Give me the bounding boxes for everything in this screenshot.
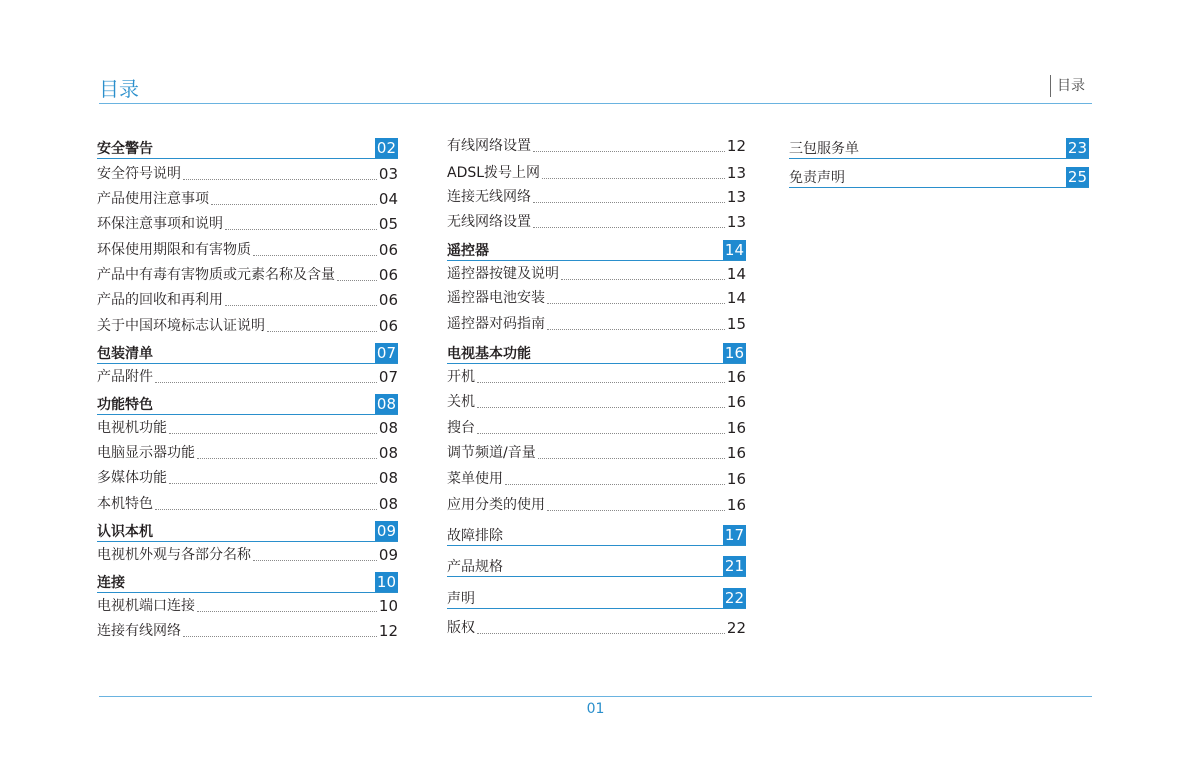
section-page-badge: 16 — [724, 344, 744, 362]
toc-entry-page: 16 — [726, 496, 746, 514]
dot-leader — [155, 381, 377, 383]
toc-entry[interactable] — [447, 369, 746, 386]
toc-section-entry[interactable] — [97, 138, 398, 159]
toc-entry-label: 应用分类的使用 — [447, 497, 545, 513]
toc-entry[interactable] — [97, 166, 398, 183]
toc-entry-page: 12 — [726, 137, 746, 155]
toc-entry-page: 08 — [378, 419, 398, 437]
toc-entry[interactable] — [97, 496, 398, 513]
toc-entry-page: 08 — [378, 495, 398, 513]
dot-leader — [491, 256, 721, 257]
toc-entry-label: 产品附件 — [97, 369, 153, 385]
toc-entry-label: 产品使用注意事项 — [97, 191, 209, 207]
dot-leader — [542, 177, 725, 179]
header-divider — [99, 103, 1092, 104]
dot-leader — [155, 154, 373, 155]
toc-entry-label: 连接无线网络 — [447, 189, 531, 205]
toc-entry[interactable] — [447, 189, 746, 206]
toc-entry[interactable] — [97, 318, 398, 335]
section-page-badge: 23 — [1067, 139, 1087, 157]
toc-entry[interactable] — [97, 267, 398, 284]
dot-leader — [861, 154, 1064, 155]
toc-entry-page: 14 — [726, 265, 746, 283]
section-page-badge: 22 — [724, 589, 744, 607]
toc-entry-page: 06 — [378, 266, 398, 284]
toc-entry-page: 09 — [378, 546, 398, 564]
toc-entry[interactable] — [447, 394, 746, 411]
toc-entry-page: 16 — [726, 444, 746, 462]
toc-section-entry[interactable] — [447, 525, 746, 546]
toc-entry-label: 多媒体功能 — [97, 470, 167, 486]
toc-entry[interactable] — [97, 623, 398, 640]
toc-entry-label: 连接有线网络 — [97, 623, 181, 639]
toc-entry[interactable] — [97, 216, 398, 233]
toc-entry-page: 04 — [378, 190, 398, 208]
toc-entry-label: 本机特色 — [97, 496, 153, 512]
toc-entry[interactable] — [447, 420, 746, 437]
dot-leader — [477, 432, 725, 434]
toc-entry-page: 05 — [378, 215, 398, 233]
toc-section-entry[interactable] — [97, 521, 398, 542]
section-page-badge: 21 — [724, 557, 744, 575]
section-page-badge: 10 — [376, 573, 396, 591]
dot-leader — [197, 457, 377, 459]
toc-section-entry[interactable] — [447, 556, 746, 577]
dot-leader — [533, 226, 725, 228]
toc-entry-label: 有线网络设置 — [447, 138, 531, 154]
dot-leader — [155, 508, 377, 510]
dot-leader — [183, 635, 377, 637]
toc-entry-label: 开机 — [447, 369, 475, 385]
toc-entry-label: 认识本机 — [97, 524, 153, 540]
toc-entry-page: 13 — [726, 188, 746, 206]
toc-entry-label: ADSL拨号上网 — [447, 165, 541, 181]
toc-entry[interactable] — [97, 369, 398, 386]
page-title: 目录 — [99, 77, 139, 101]
toc-entry-page: 08 — [378, 444, 398, 462]
dot-leader — [547, 302, 725, 304]
dot-leader — [561, 278, 725, 280]
dot-leader — [847, 183, 1064, 184]
toc-entry-label: 电视机外观与各部分名称 — [97, 547, 251, 563]
dot-leader — [533, 201, 725, 203]
toc-entry-label: 三包服务单 — [789, 141, 859, 157]
dot-leader — [211, 203, 377, 205]
toc-entry-label: 电视基本功能 — [447, 346, 531, 362]
dot-leader — [477, 604, 721, 605]
section-page-badge: 25 — [1067, 168, 1087, 186]
dot-leader — [547, 509, 725, 511]
toc-entry-label: 安全符号说明 — [97, 166, 181, 182]
toc-section-entry[interactable] — [447, 588, 746, 609]
toc-entry-page: 06 — [378, 291, 398, 309]
toc-entry-label: 电视机端口连接 — [97, 598, 195, 614]
toc-section-entry[interactable] — [447, 343, 746, 364]
toc-entry-page: 16 — [726, 393, 746, 411]
toc-entry-label: 免责声明 — [789, 170, 845, 186]
dot-leader — [533, 150, 725, 152]
page-number: 01 — [586, 701, 605, 717]
toc-section-entry[interactable] — [789, 138, 1089, 159]
toc-entry-label: 产品的回收和再利用 — [97, 292, 223, 308]
dot-leader — [183, 178, 377, 180]
toc-entry-label: 电视机功能 — [97, 420, 167, 436]
toc-entry-page: 15 — [726, 315, 746, 333]
section-page-badge: 17 — [724, 526, 744, 544]
toc-entry[interactable] — [97, 242, 398, 259]
toc-entry[interactable] — [447, 316, 746, 333]
dot-leader — [505, 572, 721, 573]
dot-leader — [155, 410, 373, 411]
dot-leader — [253, 254, 377, 256]
toc-entry-label: 声明 — [447, 591, 475, 607]
toc-entry-label: 包装清单 — [97, 346, 153, 362]
toc-entry[interactable] — [447, 471, 746, 488]
toc-entry-label: 遥控器电池安装 — [447, 290, 545, 306]
dot-leader — [253, 559, 377, 561]
toc-section-entry[interactable] — [97, 572, 398, 593]
toc-entry[interactable] — [447, 290, 746, 307]
dot-leader — [225, 228, 377, 230]
toc-entry[interactable] — [97, 470, 398, 487]
toc-entry-label: 菜单使用 — [447, 471, 503, 487]
toc-entry[interactable] — [447, 138, 746, 155]
toc-entry[interactable] — [97, 292, 398, 309]
dot-leader — [477, 632, 725, 634]
toc-entry-page: 10 — [378, 597, 398, 615]
toc-entry-label: 遥控器按键及说明 — [447, 266, 559, 282]
toc-entry-page: 22 — [726, 619, 746, 637]
header-section-tab: 目录 — [1050, 75, 1085, 97]
toc-entry-label: 电脑显示器功能 — [97, 445, 195, 461]
dot-leader — [547, 328, 725, 330]
section-page-badge: 14 — [724, 241, 744, 259]
toc-entry-label: 关机 — [447, 394, 475, 410]
toc-entry-label: 产品中有毒有害物质或元素名称及含量 — [97, 267, 335, 283]
toc-entry-label: 环保使用期限和有害物质 — [97, 242, 251, 258]
dot-leader — [477, 381, 725, 383]
section-page-badge: 09 — [376, 522, 396, 540]
dot-leader — [169, 482, 377, 484]
toc-entry-label: 功能特色 — [97, 397, 153, 413]
toc-entry-label: 遥控器 — [447, 243, 489, 259]
toc-entry-page: 08 — [378, 469, 398, 487]
toc-entry-page: 16 — [726, 368, 746, 386]
toc-entry-label: 环保注意事项和说明 — [97, 216, 223, 232]
toc-entry-page: 13 — [726, 164, 746, 182]
toc-entry-label: 无线网络设置 — [447, 214, 531, 230]
dot-leader — [505, 541, 721, 542]
toc-entry-page: 13 — [726, 213, 746, 231]
toc-section-entry[interactable] — [97, 394, 398, 415]
toc-entry-page: 06 — [378, 241, 398, 259]
dot-leader — [127, 588, 373, 589]
toc-section-entry[interactable] — [789, 167, 1089, 188]
toc-entry[interactable] — [97, 547, 398, 564]
toc-entry-label: 搜台 — [447, 420, 475, 436]
toc-entry-label: 安全警告 — [97, 141, 153, 157]
toc-entry[interactable] — [97, 598, 398, 615]
toc-entry[interactable] — [97, 420, 398, 437]
toc-entry[interactable] — [447, 214, 746, 231]
toc-entry-page: 16 — [726, 419, 746, 437]
toc-entry-page: 07 — [378, 368, 398, 386]
toc-entry[interactable] — [447, 266, 746, 283]
toc-entry[interactable] — [447, 445, 746, 462]
dot-leader — [225, 304, 377, 306]
dot-leader — [477, 406, 725, 408]
dot-leader — [169, 432, 377, 434]
dot-leader — [337, 279, 377, 281]
toc-entry-label: 连接 — [97, 575, 125, 591]
toc-entry-label: 调节频道/音量 — [447, 445, 536, 461]
toc-entry[interactable] — [97, 445, 398, 462]
toc-entry-label: 版权 — [447, 620, 475, 636]
toc-entry[interactable] — [447, 497, 746, 514]
dot-leader — [505, 483, 725, 485]
dot-leader — [155, 537, 373, 538]
toc-entry-label: 遥控器对码指南 — [447, 316, 545, 332]
toc-entry[interactable] — [447, 620, 746, 637]
dot-leader — [533, 359, 721, 360]
section-page-badge: 08 — [376, 395, 396, 413]
toc-entry-label: 产品规格 — [447, 559, 503, 575]
toc-entry[interactable] — [447, 165, 746, 182]
toc-entry-page: 12 — [378, 622, 398, 640]
toc-entry-page: 06 — [378, 317, 398, 335]
toc-entry-label: 关于中国环境标志认证说明 — [97, 318, 265, 334]
dot-leader — [197, 610, 377, 612]
toc-section-entry[interactable] — [97, 343, 398, 364]
toc-entry-page: 03 — [378, 165, 398, 183]
section-page-badge: 02 — [376, 139, 396, 157]
footer-divider — [99, 696, 1092, 697]
toc-section-entry[interactable] — [447, 240, 746, 261]
toc-entry-page: 14 — [726, 289, 746, 307]
toc-entry-page: 16 — [726, 470, 746, 488]
dot-leader — [155, 359, 373, 360]
toc-entry-label: 故障排除 — [447, 528, 503, 544]
dot-leader — [267, 330, 377, 332]
dot-leader — [538, 457, 725, 459]
toc-entry[interactable] — [97, 191, 398, 208]
section-page-badge: 07 — [376, 344, 396, 362]
